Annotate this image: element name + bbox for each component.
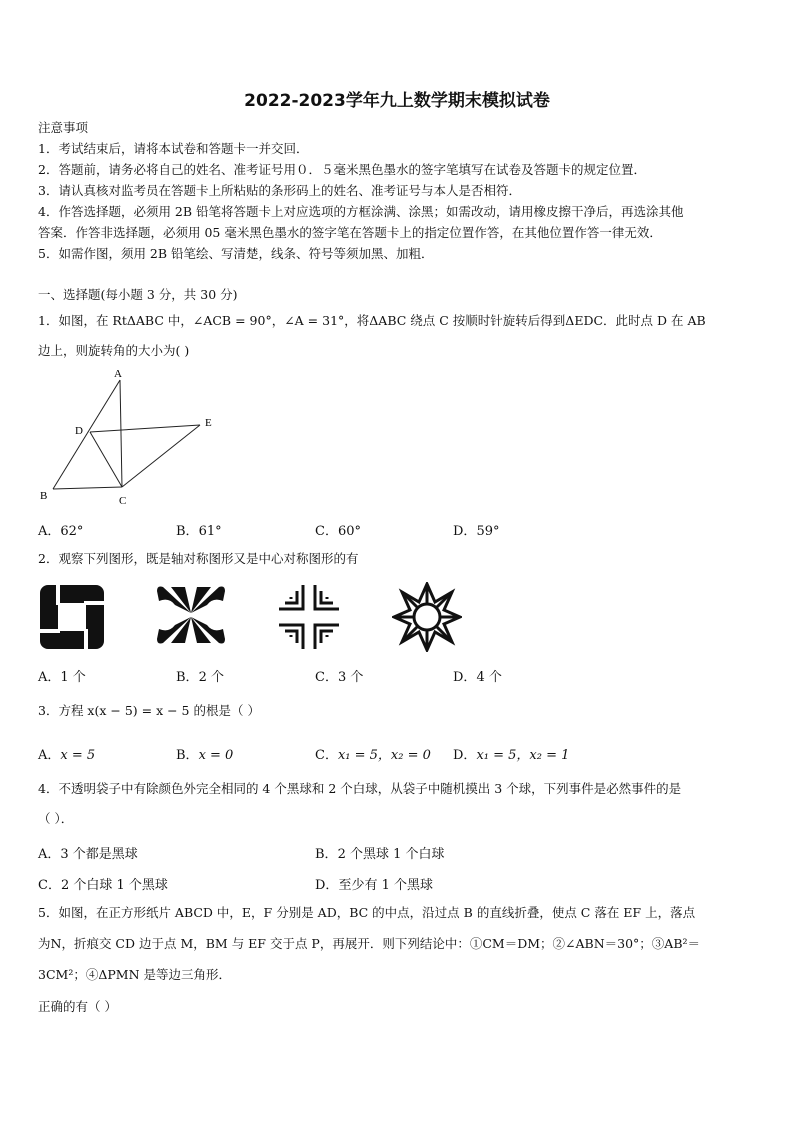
- q1-stem-line1: 1．如图，在 RtΔABC 中，∠ACB = 90°，∠A = 31°，将ΔABC 绕点 C 按顺时针旋转后得到ΔEDC．此时点 D 在 AB: [38, 313, 706, 328]
- notice-item-4-cont: 答案．作答非选择题，必须用 05 毫米黑色墨水的签字笔在答题卡上的指定位置作答，在其他位置作答一律无效．: [38, 225, 662, 240]
- notice-item-5: 5．如需作图，须用 2B 铅笔绘、写清楚，线条、符号等须加黑、加粗．: [38, 246, 434, 261]
- concentric-cross-icon: [277, 583, 341, 651]
- q2-stem: 2．观察下列图形，既是轴对称图形又是中心对称图形的有: [38, 551, 359, 566]
- q5-stem-line2: 为N，折痕交 CD 边于点 M，BM 与 EF 交于点 P，再展开．则下列结论中：①CM＝DM；②∠ABN＝30°；③AB²＝: [38, 936, 701, 951]
- q2-option-c[interactable]: C．3 个: [315, 670, 364, 685]
- q4-stem-line2: （ ）．: [38, 811, 74, 826]
- q1-option-b[interactable]: B．61°: [176, 524, 222, 539]
- q1-stem-line2: 边上，则旋转角的大小为( ): [38, 343, 190, 358]
- q2-option-b[interactable]: B．2 个: [176, 670, 224, 685]
- notice-item-4: 4．作答选择题，必须用 2B 铅笔将答题卡上对应选项的方框涂满、涂黑；如需改动，请用橡皮擦干净后，再选涂其他: [38, 204, 684, 219]
- square-pinwheel-icon: [38, 583, 106, 651]
- q2-option-a[interactable]: A．1 个: [38, 670, 86, 685]
- q3-option-b[interactable]: B．x = 0: [176, 748, 234, 763]
- q4-option-a[interactable]: A．3 个都是黑球: [38, 847, 138, 862]
- q3-stem: 3．方程 x(x − 5) = x − 5 的根是（ ）: [38, 703, 260, 718]
- q5-stem-line1: 5．如图，在正方形纸片 ABCD 中，E，F 分别是 AD，BC 的中点，沿过点 B 的直线折叠，使点 C 落在 EF 上，落点: [38, 905, 696, 920]
- q5-stem-line4: 正确的有（ ）: [38, 999, 117, 1014]
- q1-option-c[interactable]: C．60°: [315, 524, 361, 539]
- q4-option-c[interactable]: C．2 个白球 1 个黑球: [38, 878, 168, 893]
- q2-option-d[interactable]: D．4 个: [453, 670, 502, 685]
- label-d: D: [75, 425, 83, 437]
- q1-option-a[interactable]: A．62°: [38, 524, 84, 539]
- q1-option-d[interactable]: D．59°: [453, 524, 500, 539]
- q4-option-d[interactable]: D．至少有 1 个黑球: [315, 878, 433, 893]
- page-title: 2022-2023学年九上数学期末模拟试卷: [244, 91, 550, 111]
- label-c: C: [119, 495, 127, 507]
- notice-item-1: 1．考试结束后，请将本试卷和答题卡一并交回．: [38, 141, 309, 156]
- label-e: E: [205, 417, 212, 429]
- q4-option-b[interactable]: B．2 个黑球 1 个白球: [315, 847, 445, 862]
- q3-option-a[interactable]: A．x = 5: [38, 748, 96, 763]
- q4-stem-line1: 4．不透明袋子中有除颜色外完全相同的 4 个黑球和 2 个白球，从袋子中随机摸出 3 个球，下列事件是必然事件的是: [38, 781, 682, 796]
- label-a: A: [114, 368, 122, 380]
- notice-item-2: 2．答题前，请务必将自己的姓名、准考证号用０．５毫米黑色墨水的签字笔填写在试卷及答题卡的规定位置．: [38, 162, 646, 177]
- label-b: B: [40, 490, 48, 502]
- notice-item-3: 3．请认真核对监考员在答题卡上所粘贴的条形码上的姓名、准考证号与本人是否相符．: [38, 183, 521, 198]
- four-petal-cross-icon: [155, 583, 227, 647]
- q5-stem-line3: 3CM²；④ΔPMN 是等边三角形．: [38, 967, 231, 982]
- notice-heading: 注意事项: [38, 120, 89, 135]
- q1-triangle-figure: [30, 368, 230, 512]
- section-heading: 一、选择题(每小题 3 分，共 30 分): [38, 287, 238, 302]
- q3-option-d[interactable]: D．x₁ = 5，x₂ = 1: [453, 748, 570, 763]
- eight-point-star-icon: [392, 582, 462, 652]
- q3-option-c[interactable]: C．x₁ = 5，x₂ = 0: [315, 748, 431, 763]
